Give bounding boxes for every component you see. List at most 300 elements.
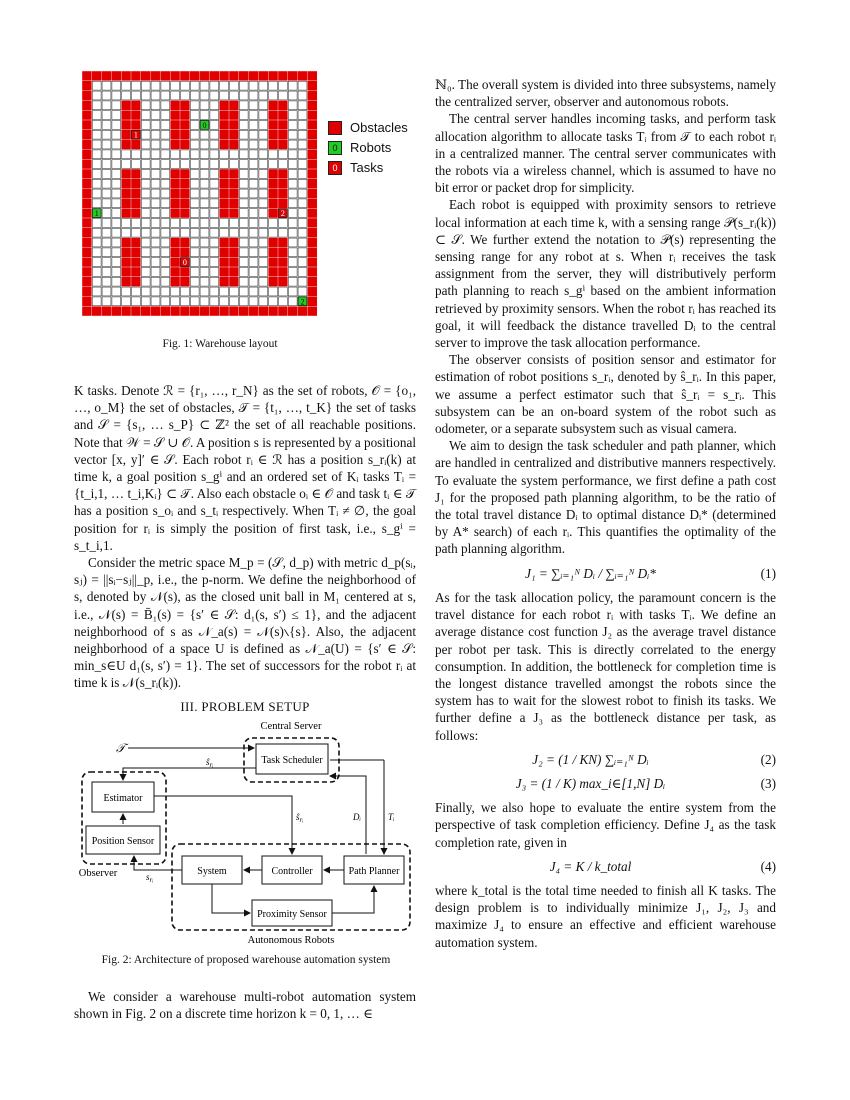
free-cell bbox=[102, 228, 111, 237]
free-cell bbox=[220, 160, 229, 169]
left-column-bottom bbox=[74, 988, 416, 1022]
free-cell bbox=[92, 170, 101, 179]
free-cell bbox=[298, 287, 307, 296]
free-cell bbox=[190, 277, 199, 286]
obstacle-cell bbox=[279, 101, 288, 110]
free-cell bbox=[249, 160, 258, 169]
s-hat-label-2: $ŝ_{rᵢ}$ bbox=[296, 812, 304, 824]
free-cell bbox=[151, 160, 160, 169]
free-cell bbox=[141, 170, 150, 179]
free-cell bbox=[151, 81, 160, 90]
free-cell bbox=[200, 101, 209, 110]
robot-cell-label: 0 bbox=[202, 120, 207, 130]
free-cell bbox=[92, 228, 101, 237]
free-cell bbox=[112, 287, 121, 296]
free-cell bbox=[161, 179, 170, 188]
path-planner-text: Path Planner bbox=[348, 866, 400, 877]
obstacle-cell bbox=[83, 258, 92, 267]
obstacle-cell bbox=[230, 258, 239, 267]
right-column bbox=[435, 76, 776, 951]
equation-1 bbox=[435, 565, 776, 582]
free-cell bbox=[171, 228, 180, 237]
free-cell bbox=[269, 91, 278, 100]
figure2-caption: Fig. 2: Architecture of proposed warehouse automation system bbox=[101, 954, 391, 966]
free-cell bbox=[161, 121, 170, 130]
free-cell bbox=[259, 160, 268, 169]
free-cell bbox=[200, 179, 209, 188]
free-cell bbox=[220, 150, 229, 159]
free-cell bbox=[151, 189, 160, 198]
free-cell bbox=[210, 189, 219, 198]
free-cell bbox=[259, 287, 268, 296]
obstacle-cell bbox=[308, 130, 317, 139]
free-cell bbox=[239, 81, 248, 90]
free-cell bbox=[259, 199, 268, 208]
free-cell bbox=[141, 179, 150, 188]
obstacle-cell bbox=[171, 179, 180, 188]
obstacle-cell bbox=[83, 307, 92, 316]
free-cell bbox=[220, 219, 229, 228]
obstacle-cell bbox=[220, 199, 229, 208]
free-cell bbox=[288, 170, 297, 179]
free-cell bbox=[279, 160, 288, 169]
free-cell bbox=[298, 209, 307, 218]
free-cell bbox=[249, 179, 258, 188]
free-cell bbox=[92, 287, 101, 296]
free-cell bbox=[190, 189, 199, 198]
free-cell bbox=[220, 287, 229, 296]
obstacle-cell bbox=[122, 72, 131, 81]
free-cell bbox=[230, 91, 239, 100]
obstacle-cell bbox=[230, 130, 239, 139]
obstacle-cell bbox=[83, 160, 92, 169]
obstacle-cell bbox=[141, 307, 150, 316]
free-cell bbox=[132, 219, 141, 228]
obstacle-cell bbox=[122, 101, 131, 110]
obstacle-cell bbox=[132, 111, 141, 120]
obstacle-cell bbox=[269, 258, 278, 267]
free-cell bbox=[298, 228, 307, 237]
free-cell bbox=[210, 160, 219, 169]
free-cell bbox=[288, 297, 297, 306]
free-cell bbox=[279, 287, 288, 296]
free-cell bbox=[190, 121, 199, 130]
paragraph: ℕ₀. The overall system is divided into three subsystems, namely the centralized server, observer and autonomous robots. bbox=[435, 77, 776, 110]
obstacle-cell bbox=[279, 248, 288, 257]
obstacle-cell bbox=[308, 238, 317, 247]
obstacle-cell bbox=[171, 268, 180, 277]
free-cell bbox=[161, 287, 170, 296]
free-cell bbox=[151, 268, 160, 277]
obstacle-cell bbox=[132, 268, 141, 277]
free-cell bbox=[102, 140, 111, 149]
free-cell bbox=[269, 228, 278, 237]
free-cell bbox=[210, 228, 219, 237]
free-cell bbox=[239, 160, 248, 169]
free-cell bbox=[249, 287, 258, 296]
obstacle-cell bbox=[200, 72, 209, 81]
free-cell bbox=[151, 140, 160, 149]
free-cell bbox=[141, 248, 150, 257]
obstacle-cell bbox=[279, 238, 288, 247]
obstacle-cell bbox=[181, 140, 190, 149]
obstacle-cell bbox=[132, 209, 141, 218]
obstacle-cell bbox=[83, 140, 92, 149]
obstacle-cell bbox=[308, 140, 317, 149]
obstacle-cell bbox=[308, 91, 317, 100]
free-cell bbox=[181, 150, 190, 159]
obstacle-cell bbox=[220, 111, 229, 120]
free-cell bbox=[141, 81, 150, 90]
free-cell bbox=[259, 248, 268, 257]
free-cell bbox=[288, 160, 297, 169]
free-cell bbox=[249, 91, 258, 100]
free-cell bbox=[298, 101, 307, 110]
free-cell bbox=[112, 277, 121, 286]
obstacle-cell bbox=[132, 121, 141, 130]
free-cell bbox=[279, 297, 288, 306]
obstacle-swatch-icon bbox=[328, 121, 342, 135]
obstacle-cell bbox=[122, 307, 131, 316]
obstacle-cell bbox=[181, 170, 190, 179]
paragraph: Consider the metric space M_p = (𝒮, d_p) with metric d_p(sᵢ, sⱼ) = ||sᵢ−sⱼ||_p, i.e., the p-norm. We define the neighborhood of s, denoted by 𝒩(s), as the closed unit ball in M₁ centered at s, i.e., 𝒩(s) = B̄₁(s) = {s′ ∈ 𝒮: d₁(s, s′) ≤ 1}, and the adjacent neighborhood of s as 𝒩_a(s) = 𝒩(s)∖{s}. Also, the adjacent neighborhood of a space U is defined as 𝒩_a(U) = {s′ ∈ 𝒮: min_s∈U d₁(s, s′) = 1}. The set of successors for the robot rᵢ at time k is 𝒩(s_rᵢ(k)). bbox=[74, 555, 416, 691]
obstacle-cell bbox=[269, 277, 278, 286]
obstacle-cell bbox=[132, 258, 141, 267]
obstacle-cell bbox=[279, 170, 288, 179]
free-cell bbox=[239, 150, 248, 159]
free-cell bbox=[141, 189, 150, 198]
free-cell bbox=[151, 130, 160, 139]
free-cell bbox=[151, 277, 160, 286]
free-cell bbox=[161, 101, 170, 110]
obstacle-cell bbox=[83, 189, 92, 198]
free-cell bbox=[151, 111, 160, 120]
equation-number: (1) bbox=[760, 565, 776, 581]
free-cell bbox=[102, 268, 111, 277]
obstacle-cell bbox=[308, 179, 317, 188]
free-cell bbox=[112, 150, 121, 159]
obstacle-cell bbox=[83, 268, 92, 277]
obstacle-cell bbox=[122, 170, 131, 179]
free-cell bbox=[92, 130, 101, 139]
free-cell bbox=[200, 111, 209, 120]
free-cell bbox=[190, 268, 199, 277]
free-cell bbox=[210, 287, 219, 296]
free-cell bbox=[249, 258, 258, 267]
free-cell bbox=[190, 297, 199, 306]
free-cell bbox=[161, 81, 170, 90]
legend-label: Robots bbox=[350, 140, 392, 155]
obstacle-cell bbox=[279, 130, 288, 139]
obstacle-cell bbox=[181, 111, 190, 120]
obstacle-cell bbox=[308, 248, 317, 257]
obstacle-cell bbox=[230, 72, 239, 81]
free-cell bbox=[141, 130, 150, 139]
free-cell bbox=[298, 238, 307, 247]
free-cell bbox=[181, 297, 190, 306]
free-cell bbox=[298, 258, 307, 267]
free-cell bbox=[220, 228, 229, 237]
obstacle-cell bbox=[220, 101, 229, 110]
obstacle-cell bbox=[122, 111, 131, 120]
free-cell bbox=[190, 160, 199, 169]
free-cell bbox=[92, 150, 101, 159]
free-cell bbox=[161, 297, 170, 306]
obstacle-cell bbox=[83, 130, 92, 139]
obstacle-cell bbox=[171, 248, 180, 257]
free-cell bbox=[249, 81, 258, 90]
free-cell bbox=[269, 297, 278, 306]
obstacle-cell bbox=[92, 72, 101, 81]
obstacle-cell bbox=[171, 111, 180, 120]
free-cell bbox=[249, 189, 258, 198]
free-cell bbox=[161, 219, 170, 228]
obstacle-cell bbox=[220, 248, 229, 257]
paragraph: Finally, we also hope to evaluate the entire system from the perspective of task completion efficiency. Define J₄ as the task completion rate, given in bbox=[435, 800, 776, 850]
free-cell bbox=[112, 297, 121, 306]
free-cell bbox=[279, 219, 288, 228]
free-cell bbox=[132, 160, 141, 169]
free-cell bbox=[112, 170, 121, 179]
free-cell bbox=[92, 277, 101, 286]
free-cell bbox=[151, 287, 160, 296]
free-cell bbox=[210, 297, 219, 306]
s-hat-label-1: $ŝ_{rᵢ}$ bbox=[206, 757, 214, 769]
free-cell bbox=[210, 91, 219, 100]
free-cell bbox=[132, 287, 141, 296]
free-cell bbox=[239, 101, 248, 110]
free-cell bbox=[210, 238, 219, 247]
free-cell bbox=[200, 160, 209, 169]
obstacle-cell bbox=[279, 72, 288, 81]
obstacle-cell bbox=[132, 140, 141, 149]
free-cell bbox=[112, 140, 121, 149]
free-cell bbox=[249, 268, 258, 277]
obstacle-cell bbox=[230, 307, 239, 316]
free-cell bbox=[102, 219, 111, 228]
free-cell bbox=[288, 189, 297, 198]
equation-number: (2) bbox=[760, 751, 776, 767]
obstacle-cell bbox=[132, 307, 141, 316]
obstacle-cell bbox=[132, 179, 141, 188]
obstacle-cell bbox=[132, 189, 141, 198]
free-cell bbox=[112, 209, 121, 218]
obstacle-cell bbox=[83, 219, 92, 228]
free-cell bbox=[102, 238, 111, 247]
free-cell bbox=[259, 121, 268, 130]
robot-cell-label: 2 bbox=[300, 297, 305, 307]
free-cell bbox=[141, 91, 150, 100]
free-cell bbox=[269, 287, 278, 296]
free-cell bbox=[102, 150, 111, 159]
obstacle-cell bbox=[83, 228, 92, 237]
free-cell bbox=[288, 287, 297, 296]
obstacle-cell bbox=[308, 268, 317, 277]
free-cell bbox=[102, 81, 111, 90]
obstacle-cell bbox=[230, 121, 239, 130]
task-cell-label: 1 bbox=[133, 130, 138, 140]
free-cell bbox=[210, 268, 219, 277]
paragraph: We consider a warehouse multi-robot automation system shown in Fig. 2 on a discrete time horizon k = 0, 1, … ∈ bbox=[74, 989, 416, 1022]
free-cell bbox=[102, 170, 111, 179]
free-cell bbox=[181, 81, 190, 90]
legend-label: Tasks bbox=[350, 160, 384, 175]
free-cell bbox=[102, 277, 111, 286]
equation-4 bbox=[435, 858, 776, 875]
free-cell bbox=[230, 81, 239, 90]
free-cell bbox=[132, 297, 141, 306]
obstacle-cell bbox=[220, 238, 229, 247]
free-cell bbox=[190, 209, 199, 218]
free-cell bbox=[249, 111, 258, 120]
free-cell bbox=[190, 170, 199, 179]
obstacle-cell bbox=[279, 307, 288, 316]
free-cell bbox=[249, 228, 258, 237]
free-cell bbox=[200, 268, 209, 277]
obstacle-cell bbox=[230, 209, 239, 218]
obstacle-cell bbox=[132, 248, 141, 257]
free-cell bbox=[230, 150, 239, 159]
obstacle-cell bbox=[83, 277, 92, 286]
obstacle-cell bbox=[181, 179, 190, 188]
free-cell bbox=[239, 130, 248, 139]
obstacle-cell bbox=[171, 307, 180, 316]
obstacle-cell bbox=[308, 81, 317, 90]
free-cell bbox=[269, 219, 278, 228]
obstacle-cell bbox=[83, 209, 92, 218]
free-cell bbox=[269, 81, 278, 90]
free-cell bbox=[288, 219, 297, 228]
obstacle-cell bbox=[308, 307, 317, 316]
free-cell bbox=[122, 91, 131, 100]
free-cell bbox=[112, 238, 121, 247]
obstacle-cell bbox=[83, 72, 92, 81]
free-cell bbox=[141, 140, 150, 149]
free-cell bbox=[122, 81, 131, 90]
obstacle-cell bbox=[132, 101, 141, 110]
free-cell bbox=[200, 189, 209, 198]
free-cell bbox=[141, 101, 150, 110]
obstacle-cell bbox=[279, 258, 288, 267]
free-cell bbox=[200, 219, 209, 228]
free-cell bbox=[190, 140, 199, 149]
free-cell bbox=[249, 277, 258, 286]
free-cell bbox=[259, 258, 268, 267]
obstacle-cell bbox=[122, 121, 131, 130]
free-cell bbox=[92, 179, 101, 188]
free-cell bbox=[269, 160, 278, 169]
free-cell bbox=[249, 297, 258, 306]
free-cell bbox=[181, 160, 190, 169]
free-cell bbox=[259, 268, 268, 277]
free-cell bbox=[141, 121, 150, 130]
free-cell bbox=[210, 258, 219, 267]
free-cell bbox=[181, 91, 190, 100]
Di-label: Dᵢ bbox=[353, 812, 361, 822]
free-cell bbox=[298, 170, 307, 179]
free-cell bbox=[141, 268, 150, 277]
free-cell bbox=[151, 199, 160, 208]
free-cell bbox=[239, 297, 248, 306]
obstacle-cell bbox=[220, 307, 229, 316]
free-cell bbox=[239, 189, 248, 198]
free-cell bbox=[239, 248, 248, 257]
free-cell bbox=[220, 297, 229, 306]
free-cell bbox=[92, 199, 101, 208]
free-cell bbox=[112, 248, 121, 257]
obstacle-cell bbox=[181, 72, 190, 81]
obstacle-cell bbox=[279, 199, 288, 208]
obstacle-cell bbox=[181, 209, 190, 218]
position-sensor-text: Position Sensor bbox=[91, 836, 155, 847]
free-cell bbox=[190, 130, 199, 139]
proximity-sensor-text: Proximity Sensor bbox=[257, 909, 327, 920]
obstacle-cell bbox=[308, 277, 317, 286]
free-cell bbox=[298, 268, 307, 277]
free-cell bbox=[102, 101, 111, 110]
legend-obstacles bbox=[328, 120, 408, 135]
free-cell bbox=[279, 228, 288, 237]
legend-robots bbox=[328, 140, 391, 155]
obstacle-cell bbox=[279, 121, 288, 130]
free-cell bbox=[161, 199, 170, 208]
obstacle-cell bbox=[181, 268, 190, 277]
obstacle-cell bbox=[181, 248, 190, 257]
obstacle-cell bbox=[269, 130, 278, 139]
free-cell bbox=[288, 179, 297, 188]
free-cell bbox=[288, 199, 297, 208]
free-cell bbox=[298, 179, 307, 188]
obstacle-cell bbox=[132, 170, 141, 179]
controller-text: Controller bbox=[271, 866, 313, 877]
free-cell bbox=[141, 277, 150, 286]
obstacle-cell bbox=[230, 277, 239, 286]
free-cell bbox=[171, 81, 180, 90]
obstacle-cell bbox=[132, 199, 141, 208]
estimator-text: Estimator bbox=[103, 793, 143, 804]
free-cell bbox=[181, 287, 190, 296]
free-cell bbox=[161, 268, 170, 277]
free-cell bbox=[171, 91, 180, 100]
free-cell bbox=[259, 81, 268, 90]
obstacle-cell bbox=[181, 189, 190, 198]
free-cell bbox=[112, 130, 121, 139]
free-cell bbox=[132, 228, 141, 237]
free-cell bbox=[239, 287, 248, 296]
free-cell bbox=[112, 228, 121, 237]
free-cell bbox=[112, 91, 121, 100]
free-cell bbox=[259, 228, 268, 237]
free-cell bbox=[92, 258, 101, 267]
obstacle-cell bbox=[171, 277, 180, 286]
system-text: System bbox=[197, 866, 227, 877]
free-cell bbox=[122, 287, 131, 296]
free-cell bbox=[210, 199, 219, 208]
free-cell bbox=[239, 268, 248, 277]
free-cell bbox=[190, 199, 199, 208]
free-cell bbox=[92, 101, 101, 110]
obstacle-cell bbox=[171, 238, 180, 247]
free-cell bbox=[288, 101, 297, 110]
free-cell bbox=[210, 140, 219, 149]
free-cell bbox=[190, 179, 199, 188]
free-cell bbox=[141, 199, 150, 208]
free-cell bbox=[200, 297, 209, 306]
obstacle-cell bbox=[220, 277, 229, 286]
free-cell bbox=[92, 160, 101, 169]
free-cell bbox=[102, 248, 111, 257]
obstacle-cell bbox=[239, 307, 248, 316]
